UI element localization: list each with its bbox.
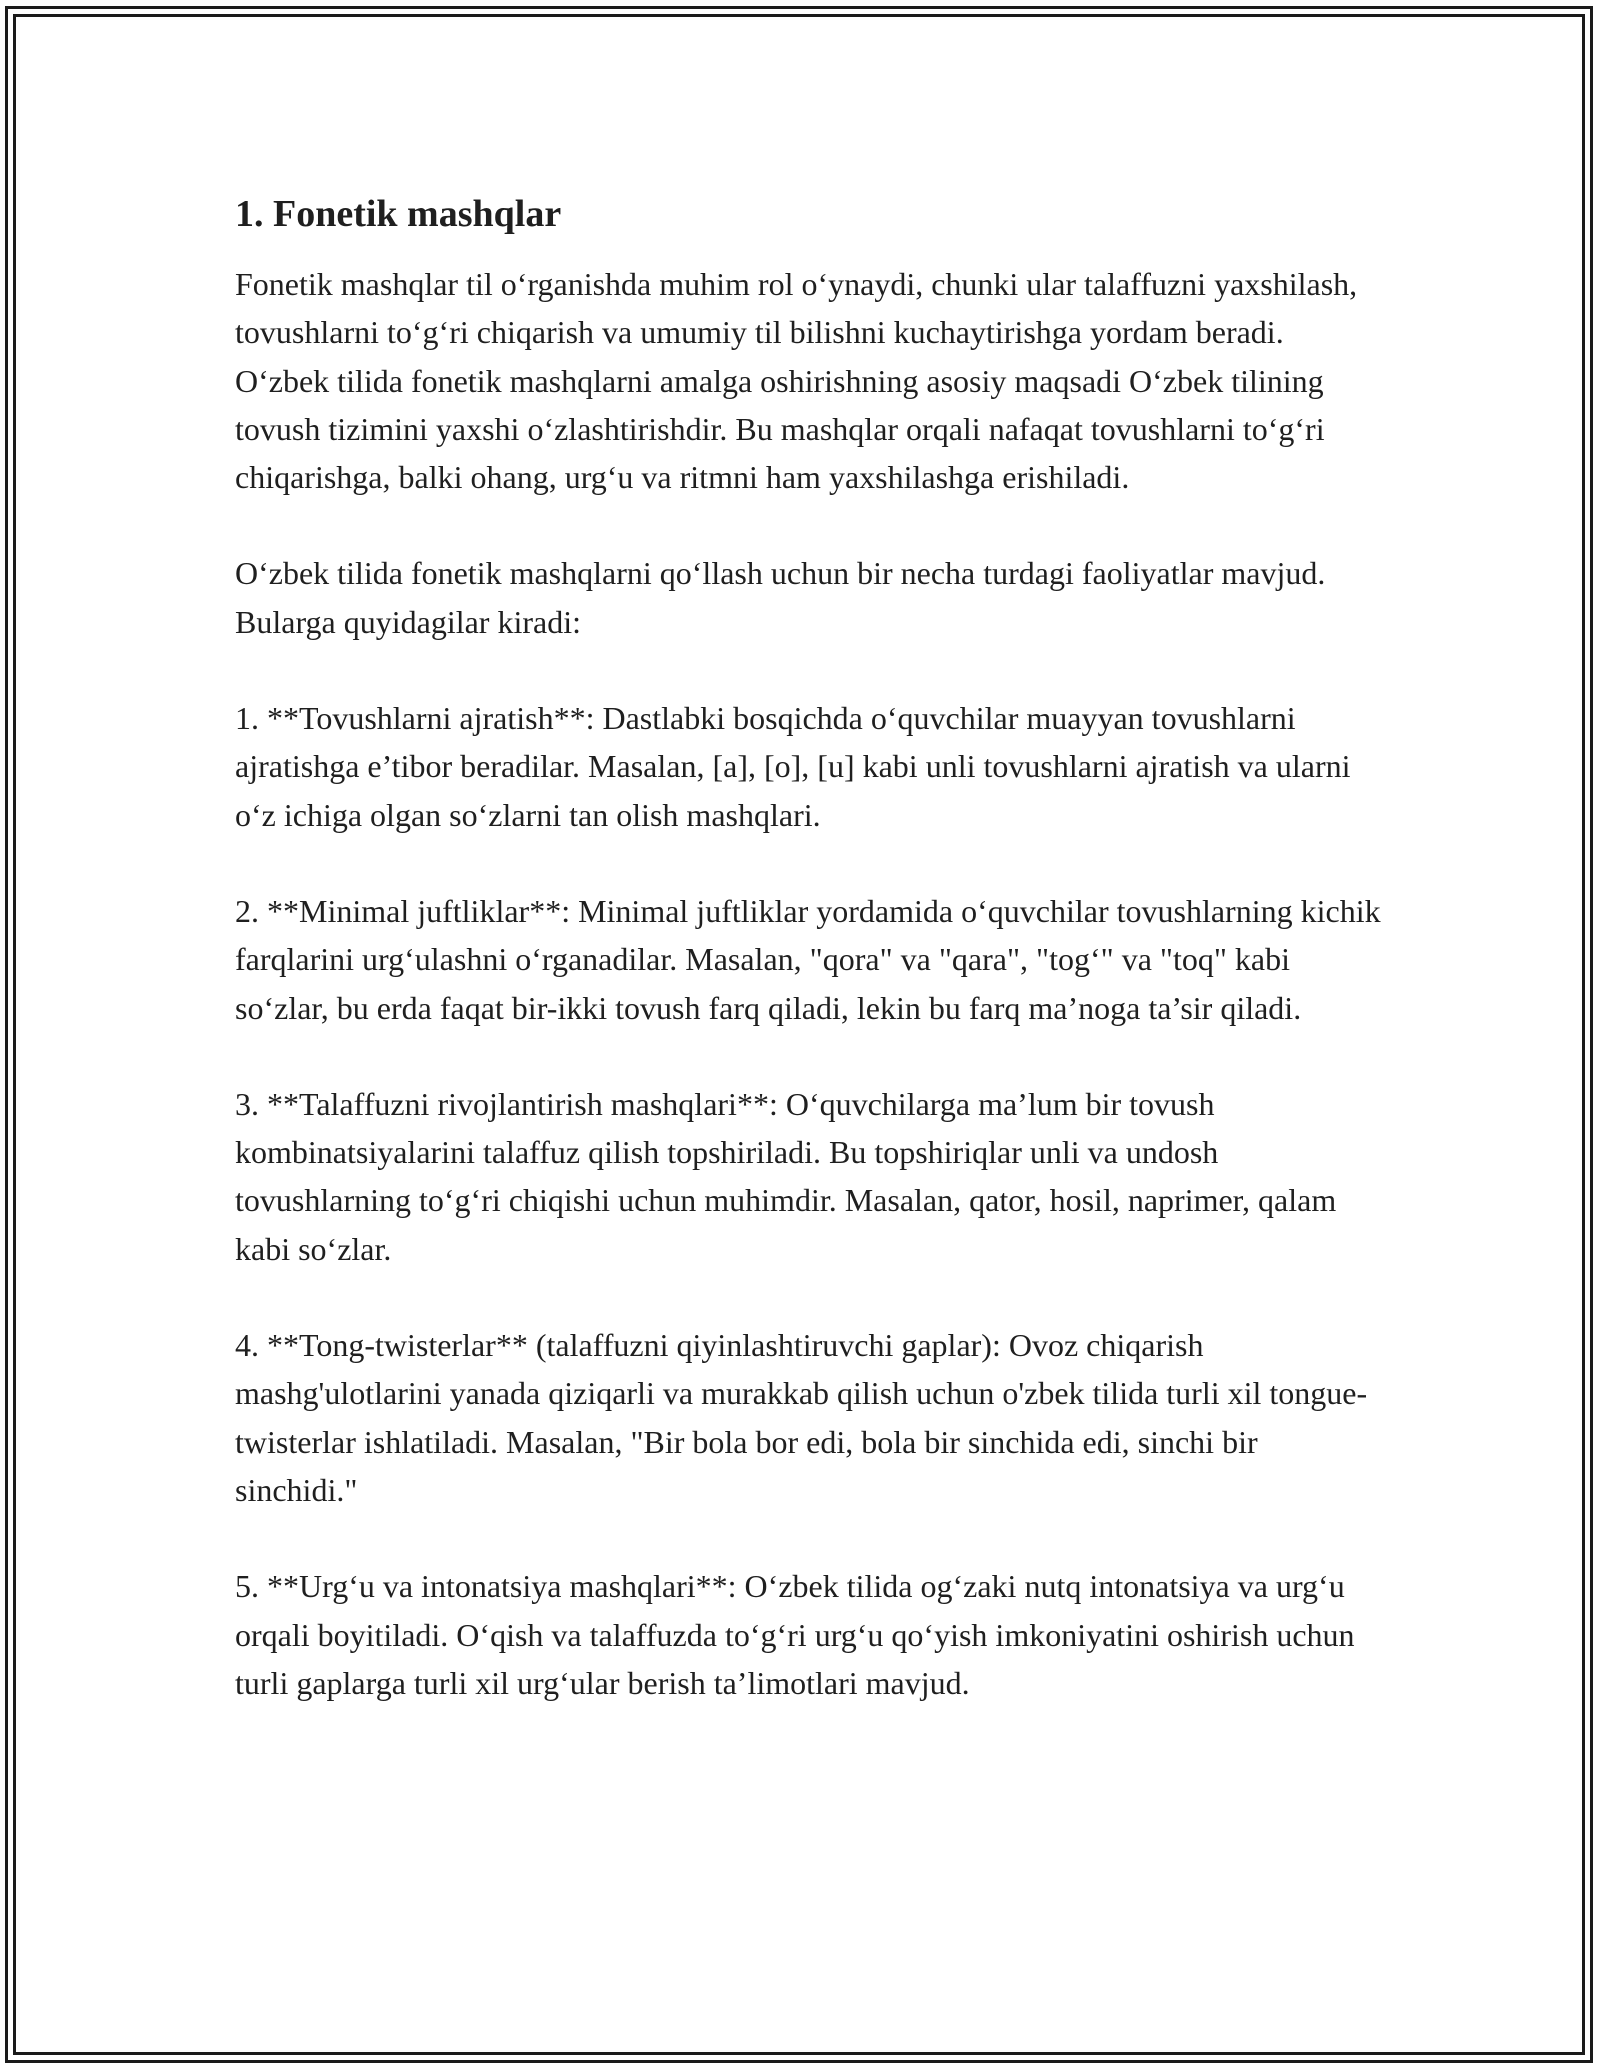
- list-item-stress-intonation: 5. **Urg‘u va intonatsiya mashqlari**: O‘zbek tilida og‘zaki nutq intonatsiya va urg‘u orqali boyitiladi. O‘qish va talaffuzda to‘g‘ri urg‘u qo‘yish imkoniyatini oshirish uchun turli gaplarga turli xil urg‘ular berish ta’limotlari mavjud.: [235, 1568, 1355, 1701]
- intro-paragraph: Fonetik mashqlar til o‘rganishda muhim rol o‘ynaydi, chunki ular talaffuzni yaxshilash, tovushlarni to‘g‘ri chiqarish va umumiy til bilishni kuchaytirishga yordam beradi. O‘zbek tilida fonetik mashqlarni amalga oshirishning asosiy maqsadi O‘zbek tilining tovush tizimini yaxshi o‘zlashtirishdir. Bu mashqlar orqali nafaqat tovushlarni to‘g‘ri chiqarishga, balki ohang, urg‘u va ritmni ham yaxshilashga erishiladi.: [235, 266, 1358, 496]
- overview-paragraph: O‘zbek tilida fonetik mashqlarni qo‘llash uchun bir necha turdagi faoliyatlar mavjud. Bularga quyidagilar kiradi:: [235, 555, 1326, 640]
- document-body: [235, 186, 1385, 1707]
- section-heading: 1. Fonetik mashqlar: [235, 193, 562, 235]
- list-item-pronunciation: 3. **Talaffuzni rivojlantirish mashqlari**: O‘quvchilarga ma’lum bir tovush kombinatsiyalarini talaffuz qilish topshiriladi. Bu topshiriqlar unli va undosh tovushlarning to‘g‘ri chiqishi uchun muhimdir. Masalan, qator, hosil, naprimer, qalam kabi so‘zlar.: [235, 1085, 1337, 1267]
- list-item-tongue-twisters: 4. **Tong-twisterlar** (talaffuzni qiyinlashtiruvchi gaplar): Ovoz chiqarish mashg'ulotlarini yanada qiziqarli va murakkab qilish uchun o'zbek tilida turli xil tongue-twisterlar ishlatiladi. Masalan, "Bir bola bor edi, bola bir sinchida edi, sinchi bir sinchidi.": [235, 1327, 1368, 1508]
- list-item-sound-separation: 1. **Tovushlarni ajratish**: Dastlabki bosqichda o‘quvchilar muayyan tovushlarni ajratishga e’tibor beradilar. Masalan, [a], [o], [u] kabi unli tovushlarni ajratish va ularni o‘z ichiga olgan so‘zlarni tan olish mashqlari.: [235, 700, 1351, 833]
- list-item-minimal-pairs: 2. **Minimal juftliklar**: Minimal juftliklar yordamida o‘quvchilar tovushlarning kichik farqlarini urg‘ulashni o‘rganadilar. Masalan, "qora" va "qara", "tog‘" va "toq" kabi so‘zlar, bu erda faqat bir-ikki tovush farq qiladi, lekin bu farq ma’noga ta’sir qiladi.: [235, 892, 1381, 1026]
